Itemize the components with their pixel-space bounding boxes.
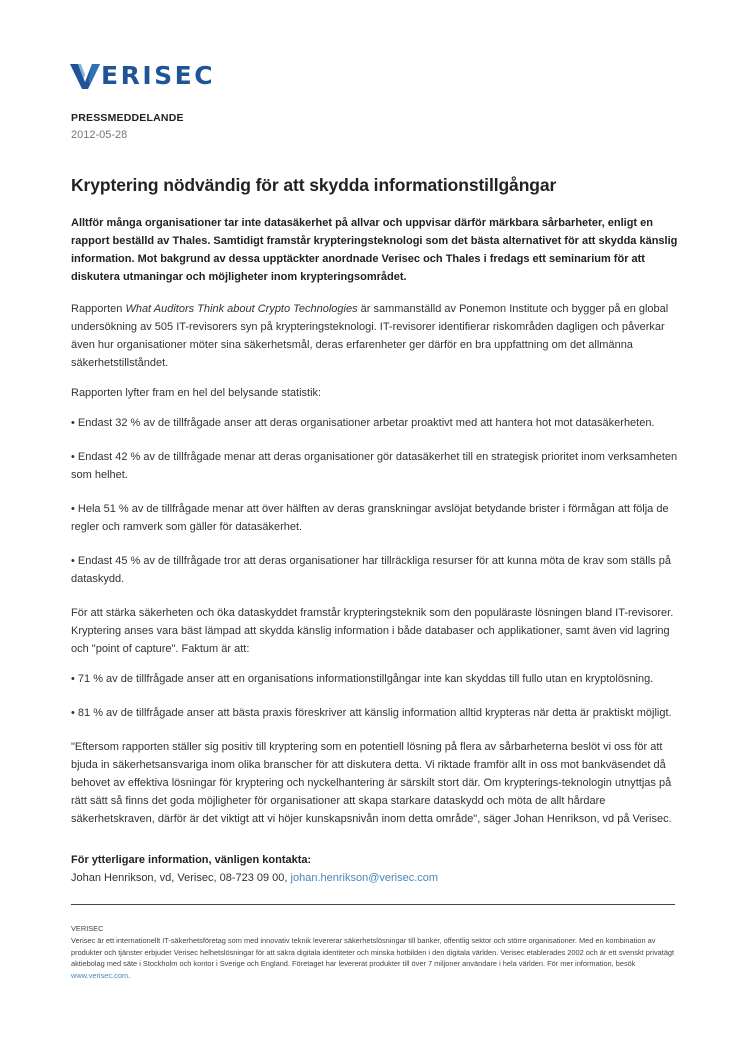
release-date: 2012-05-28 xyxy=(71,129,128,141)
contact-title: För ytterligare information, vänligen kontakta: xyxy=(71,854,312,866)
contact-email-link[interactable]: johan.henrikson@verisec.com xyxy=(290,872,439,884)
footer-company: VERISEC xyxy=(71,924,104,933)
footer xyxy=(71,923,681,982)
bullet-item: • 81 % av de tillfrågade anser att bästa praxis föreskriver att känslig information alltid krypteras när detta är praktiskt möjligt. xyxy=(71,707,672,719)
footer-divider xyxy=(71,904,675,905)
stats-intro: Rapporten lyfter fram en hel del belysande statistik: xyxy=(71,387,322,399)
page-title: Kryptering nödvändig för att skydda informationstillgångar xyxy=(71,175,557,195)
intro-prefix: Rapporten xyxy=(71,303,126,315)
contact-person: Johan Henrikson, vd, Verisec, 08-723 09 00, xyxy=(71,872,291,884)
bullet-item: • Endast 32 % av de tillfrågade anser att deras organisationer arbetar proaktivt med att hantera hot mot datasäkerheten. xyxy=(71,417,655,429)
press-release-label: PRESSMEDDELANDE xyxy=(71,112,184,124)
bullet-item: • Hela 51 % av de tillfrågade menar att över hälften av deras granskningar avslöjat betydande brister i förmågan att följa de regler och ramverk som gäller för datasäkerhet. xyxy=(71,503,669,533)
intro-suffix: är sammanställd av Ponemon Institute och bygger på en global undersökning av 505 IT-revisorers syn på krypteringsteknologi. IT-revisorer identifierar riskområden dagligen och påverkar även hur organisationer möter sina säkerhetsmål, deras erfarenheter ger därför en bra uppfattning om det allmänna säkerhetstillståndet. xyxy=(71,303,669,369)
footer-website-link[interactable]: www.verisec.com xyxy=(71,971,129,981)
verisec-v-mark-icon xyxy=(70,60,100,90)
footer-text xyxy=(71,935,681,982)
contact-line xyxy=(71,869,438,887)
verisec-logo xyxy=(70,60,215,90)
crypto-paragraph: För att stärka säkerheten och öka dataskyddet framstår krypteringsteknik som den populäraste lösningen bland IT-revisorer. Kryptering anses vara bäst lämpad att skydda känslig information i både databaser och applikationer, samt även vid lagring och "point of capture". Faktum är att: xyxy=(71,607,674,655)
bullet-item: • Endast 42 % av de tillfrågade menar att deras organisationer gör datasäkerhet till en strategisk prioritet inom verksamheten som helhet. xyxy=(71,451,678,481)
report-title: What Auditors Think about Crypto Technologies xyxy=(125,303,358,315)
contact-block xyxy=(71,851,438,887)
bullet-item: • Endast 45 % av de tillfrågade tror att deras organisationer har tillräckliga resurser för att kunna möta de krav som ställs på dataskydd. xyxy=(71,555,671,585)
lead-paragraph: Alltför många organisationer tar inte datasäkerhet på allvar och uppvisar därför märkbara sårbarheter, enligt en rapport beställd av Thales. Samtidigt framstår krypteringsteknologi som det bästa alternativet för att skydda känslig information. Mot bakgrund av dessa upptäckter anordnade Verisec och Thales i fredags ett seminarium för att diskutera utmaningar och möjligheter inom krypteringsområdet. xyxy=(71,217,678,283)
intro-paragraph xyxy=(71,300,689,372)
footer-description: Verisec är ett internationellt IT-säkerhetsföretag som med innovativ teknik levererar säkerhetslösningar till banker, offentlig sektor och större organisationer. Med en kombination av produkter och tjänster erbjuder Verisec helhetslösningar för att säkra digitala identiteter och minska hotbilden i den digitala världen. Verisec etablerades 2002 och är ett svenskt privatägt aktiebolag med säte i Stockholm och kontor i Sverige och England. Företaget har levererat produkter till över 7 miljoner användare i hela världen. För mer information, besök xyxy=(71,935,675,969)
article-body xyxy=(71,214,689,840)
quote-paragraph: "Eftersom rapporten ställer sig positiv till kryptering som en potentiell lösning på flera av sårbarheterna beslöt vi oss för att bjuda in säkerhetsansvariga inom olika branscher för att diskutera detta. Vi riktade framför allt in oss mot bankväsendet då behovet av effektiva lösningar för kryptering och nyckelhantering är särskilt stort där. Om krypterings-teknologin utnyttjas på rätt sätt så finns det goda möjligheter för organisationer att skapa starkare dataskydd och möta de allt hårdare säkerhetskraven, därför är det viktigt att vi höjer kunskapsnivån inom detta område", säger Johan Henrikson, vd på Verisec. xyxy=(71,741,672,825)
footer-end: . xyxy=(128,971,131,981)
logo-wordmark: ERISEC xyxy=(101,60,216,90)
bullet-item: • 71 % av de tillfrågade anser att en organisations informationstillgångar inte kan skyddas till fullo utan en kryptolösning. xyxy=(71,673,654,685)
